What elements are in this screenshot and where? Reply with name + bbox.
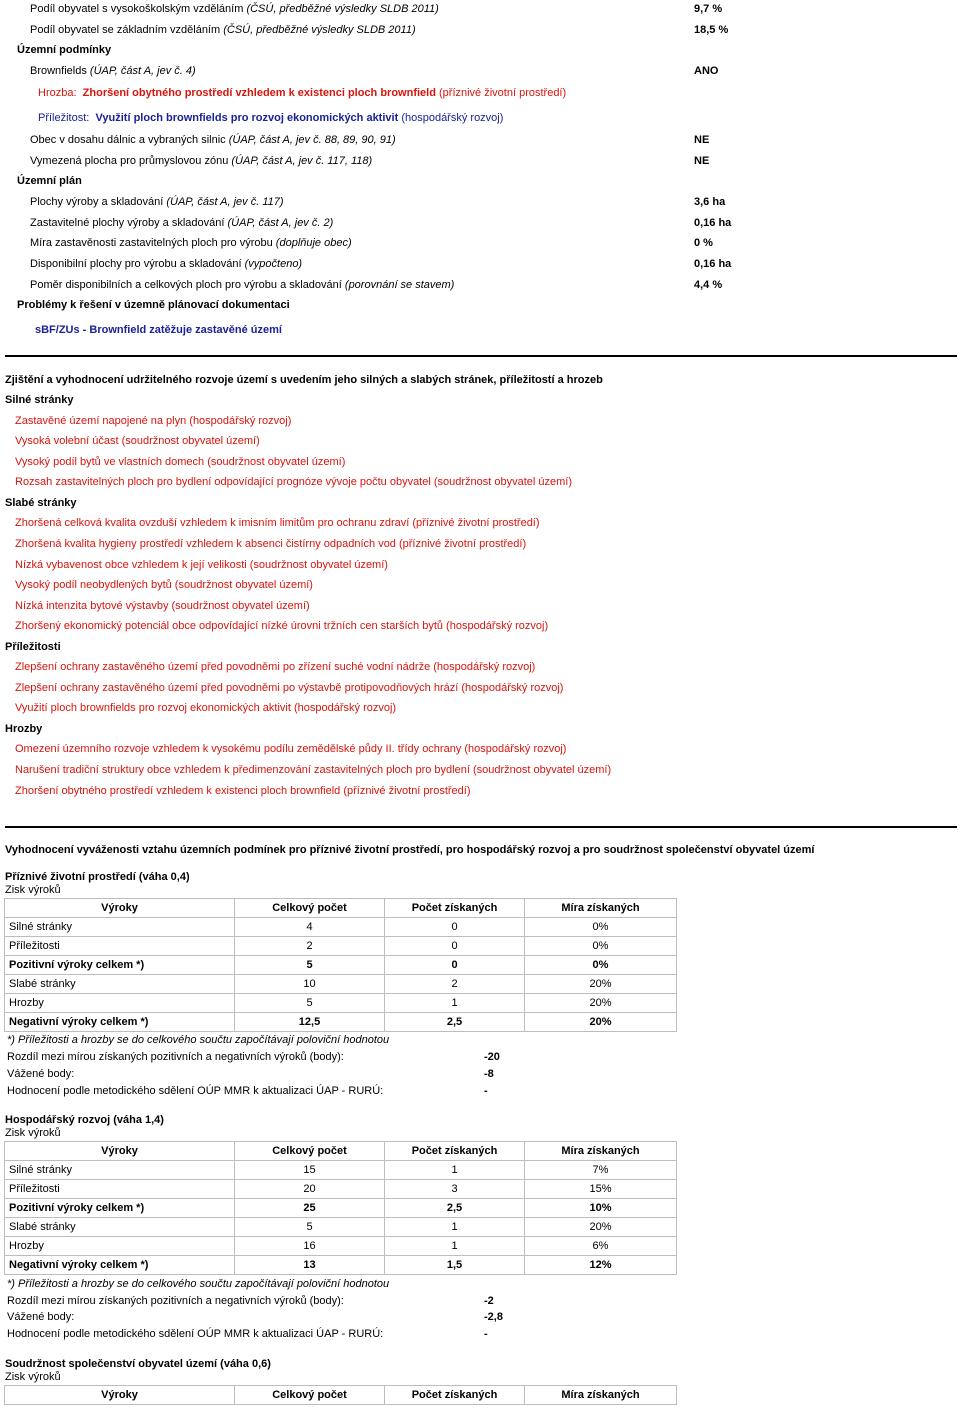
hrozby-item: Narušení tradiční struktury obce vzhledem k předimenzování zastavitelných ploch pro bydlení (soudržnost obyvatel území) xyxy=(15,764,612,776)
label-vazene: Vážené body: xyxy=(7,1311,75,1323)
table-row: Hrozby 16 1 6% xyxy=(5,1237,677,1256)
header-cell: Míra získaných xyxy=(525,1386,677,1405)
table-row: Silné stránky 15 1 7% xyxy=(5,1161,677,1180)
table-header-row xyxy=(5,1386,677,1405)
value-disponibilni-plochy: 0,16 ha xyxy=(694,258,732,270)
value-vysokoskolske: 9,7 % xyxy=(694,3,723,15)
value-zastavitelne-plochy: 0,16 ha xyxy=(694,217,732,229)
section-subtitle: Zisk výroků xyxy=(5,884,61,896)
heading-uzemni-podminky: Územní podmínky xyxy=(17,44,112,56)
slabe-item: Zhoršená celková kvalita ovzduší vzhledem k imisním limitům pro ochranu zdraví (příznivé životní prostředí) xyxy=(15,517,540,529)
problem-item: sBF/ZUs - Brownfield zatěžuje zastavěné území xyxy=(35,324,282,336)
header-cell: Celkový počet xyxy=(235,899,385,918)
footnote: *) Příležitosti a hrozby se do celkového součtu započítávají poloviční hodnotou xyxy=(7,1034,390,1046)
row-zastavitelne-plochy: Zastavitelné plochy výroby a skladování (ÚAP, část A, jev č. 2) xyxy=(30,217,334,229)
hrozby-item: Zhoršení obytného prostředí vzhledem k existenci ploch brownfield (příznivé životní prostředí) xyxy=(15,785,471,797)
slabe-item: Vysoký podíl neobydlených bytů (soudržnost obyvatel území) xyxy=(15,579,313,591)
header-cell: Počet získaných xyxy=(385,1142,525,1161)
table-header-row xyxy=(5,1142,677,1161)
silne-item: Vysoký podíl bytů ve vlastních domech (soudržnost obyvatel území) xyxy=(15,456,346,468)
row-vysokoskolske: Podíl obyvatel s vysokoškolským vzděláním (ČSÚ, předběžné výsledky SLDB 2011) xyxy=(30,3,439,15)
silne-item: Rozsah zastavitelných ploch pro bydlení odpovídající prognóze vývoje počtu obyvatel (soudržnost obyvatel území) xyxy=(15,476,573,488)
value-vazene: -2,8 xyxy=(484,1311,503,1323)
slabe-item: Zhoršená kvalita hygieny prostředí vzhledem k absenci čistírny odpadních vod (příznivé životní prostředí) xyxy=(15,538,527,550)
table-row: Hrozby 5 1 20% xyxy=(5,994,677,1013)
label-hodnoceni: Hodnocení podle metodického sdělení OÚP MMR k aktualizaci ÚAP - RURÚ: xyxy=(7,1085,384,1097)
value-zakladni: 18,5 % xyxy=(694,24,729,36)
table-row: Slabé stránky 10 2 20% xyxy=(5,975,677,994)
header-cell: Celkový počet xyxy=(235,1142,385,1161)
header-cell: Celkový počet xyxy=(235,1386,385,1405)
table-hospodarsky-rozvoj xyxy=(4,1141,677,1275)
table-row: Slabé stránky 5 1 20% xyxy=(5,1218,677,1237)
heading-problemy: Problémy k řešení v územně plánovací dokumentaci xyxy=(17,299,290,311)
section-title-zivotni-prostredi: Příznivé životní prostředí (váha 0,4) xyxy=(5,871,190,883)
row-mira-zastavenosti: Míra zastavěnosti zastavitelných ploch pro výrobu (doplňuje obec) xyxy=(30,237,352,249)
value-mira-zastavenosti: 0 % xyxy=(694,237,713,249)
value-plochy-vyroby: 3,6 ha xyxy=(694,196,726,208)
heading-uzemni-plan: Územní plán xyxy=(17,175,82,187)
silne-item: Zastavěné území napojené na plyn (hospodářský rozvoj) xyxy=(15,415,292,427)
heading-slabe-stranky: Slabé stránky xyxy=(5,497,77,509)
value-dalnice: NE xyxy=(694,134,710,146)
value-prumysl: NE xyxy=(694,155,710,167)
header-cell: Výroky xyxy=(5,1386,235,1405)
row-prumysl: Vymezená plocha pro průmyslovou zónu (ÚAP, část A, jev č. 117, 118) xyxy=(30,155,373,167)
row-hrozba: Hrozba: Zhoršení obytného prostředí vzhledem k existenci ploch brownfield (příznivé životní prostředí) xyxy=(38,87,567,99)
header-cell: Výroky xyxy=(5,899,235,918)
label-hodnoceni: Hodnocení podle metodického sdělení OÚP MMR k aktualizaci ÚAP - RURÚ: xyxy=(7,1328,384,1340)
value-rozdil: -2 xyxy=(484,1295,494,1307)
value-hodnoceni: - xyxy=(484,1085,488,1097)
label-vazene: Vážené body: xyxy=(7,1068,75,1080)
label-rozdil: Rozdíl mezi mírou získaných pozitivních a negativních výroků (body): xyxy=(7,1051,344,1063)
section-subtitle: Zisk výroků xyxy=(5,1371,61,1383)
prilezitosti-item: Využití ploch brownfields pro rozvoj ekonomických aktivit (hospodářský rozvoj) xyxy=(15,702,397,714)
heading-prilezitosti: Příležitosti xyxy=(5,641,61,653)
header-cell: Počet získaných xyxy=(385,1386,525,1405)
table-soudrznost xyxy=(4,1385,677,1405)
table-row-total: Negativní výroky celkem *) 12,5 2,5 20% xyxy=(5,1013,677,1032)
heading-zjisteni: Zjištění a vyhodnocení udržitelného rozvoje území s uvedením jeho silných a slabých stránek, příležitostí a hrozeb xyxy=(5,374,603,386)
slabe-item: Zhoršený ekonomický potenciál obce odpovídající nízké úrovni tržních cen starších bytů (hospodářský rozvoj) xyxy=(15,620,549,632)
table-zivotni-prostredi xyxy=(4,898,677,1032)
prilezitosti-item: Zlepšení ochrany zastavěného území před povodněmi po zřízení suché vodní nádrže (hospodářský rozvoj) xyxy=(15,661,536,673)
heading-silne-stranky: Silné stránky xyxy=(5,394,74,406)
header-cell: Výroky xyxy=(5,1142,235,1161)
table-row-total: Negativní výroky celkem *) 13 1,5 12% xyxy=(5,1256,677,1275)
header-cell: Míra získaných xyxy=(525,899,677,918)
table-row: Příležitosti 20 3 15% xyxy=(5,1180,677,1199)
header-cell: Míra získaných xyxy=(525,1142,677,1161)
row-prilezitost: Příležitost: Využití ploch brownfields pro rozvoj ekonomických aktivit (hospodářský rozvoj) xyxy=(38,112,504,124)
row-dalnice: Obec v dosahu dálnic a vybraných silnic (ÚAP, část A, jev č. 88, 89, 90, 91) xyxy=(30,134,396,146)
section-subtitle: Zisk výroků xyxy=(5,1127,61,1139)
table-row: Příležitosti 2 0 0% xyxy=(5,937,677,956)
heading-vyhodnoceni: Vyhodnocení vyváženosti vztahu územních podmínek pro příznivé životní prostředí, pro hospodářský rozvoj a pro soudržnost společenství obyvatel území xyxy=(5,844,815,856)
slabe-item: Nízká intenzita bytové výstavby (soudržnost obyvatel území) xyxy=(15,600,310,612)
header-cell: Počet získaných xyxy=(385,899,525,918)
table-row-total: Pozitivní výroky celkem *) 5 0 0% xyxy=(5,956,677,975)
prilezitosti-item: Zlepšení ochrany zastavěného území před povodněmi po výstavbě protipovodňových hrází (hospodářský rozvoj) xyxy=(15,682,564,694)
table-header-row xyxy=(5,899,677,918)
slabe-item: Nízká vybavenost obce vzhledem k její velikosti (soudržnost obyvatel území) xyxy=(15,559,388,571)
row-disponibilni-plochy: Disponibilní plochy pro výrobu a skladování (vypočteno) xyxy=(30,258,303,270)
hrozby-item: Omezení územního rozvoje vzhledem k vysokému podílu zemědělské půdy II. třídy ochrany (hospodářský rozvoj) xyxy=(15,743,567,755)
section-title-soudrznost: Soudržnost společenství obyvatel území (váha 0,6) xyxy=(5,1358,271,1370)
divider-2 xyxy=(5,826,957,828)
row-zakladni: Podíl obyvatel se základním vzděláním (ČSÚ, předběžné výsledky SLDB 2011) xyxy=(30,24,416,36)
value-brownfields: ANO xyxy=(694,65,719,77)
silne-item: Vysoká volební účast (soudržnost obyvatel území) xyxy=(15,435,260,447)
divider-1 xyxy=(5,355,957,357)
row-plochy-vyroby: Plochy výroby a skladování (ÚAP, část A, jev č. 117) xyxy=(30,196,284,208)
section-title-hospodarsky-rozvoj: Hospodářský rozvoj (váha 1,4) xyxy=(5,1114,164,1126)
table-row-total: Pozitivní výroky celkem *) 25 2,5 10% xyxy=(5,1199,677,1218)
heading-hrozby: Hrozby xyxy=(5,723,43,735)
value-rozdil: -20 xyxy=(484,1051,500,1063)
row-pomer-ploch: Poměr disponibilních a celkových ploch pro výrobu a skladování (porovnání se stavem) xyxy=(30,279,455,291)
footnote: *) Příležitosti a hrozby se do celkového součtu započítávají poloviční hodnotou xyxy=(7,1278,390,1290)
value-vazene: -8 xyxy=(484,1068,494,1080)
row-brownfields: Brownfields (ÚAP, část A, jev č. 4) xyxy=(30,65,196,77)
table-row: Silné stránky 4 0 0% xyxy=(5,918,677,937)
value-pomer-ploch: 4,4 % xyxy=(694,279,723,291)
value-hodnoceni: - xyxy=(484,1328,488,1340)
label-rozdil: Rozdíl mezi mírou získaných pozitivních a negativních výroků (body): xyxy=(7,1295,344,1307)
